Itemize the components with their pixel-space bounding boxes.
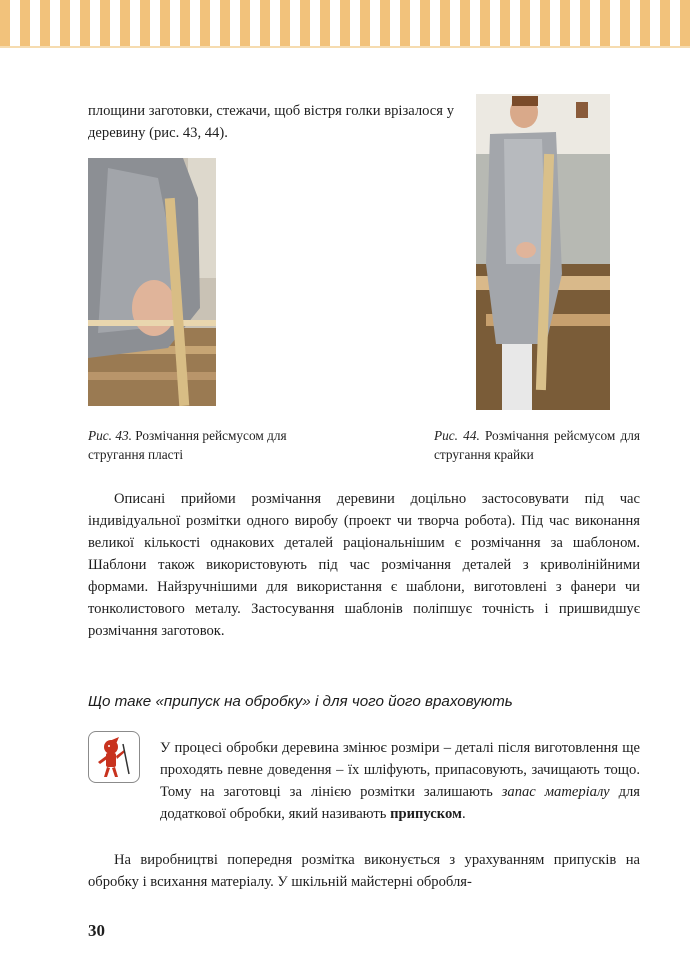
intro-paragraph: площини заготовки, стежачи, щоб вістря голки врізалося у деревину (рис. 43, 44). [88,103,454,141]
body-paragraph-templates: Описані прийоми розмічання деревини доцільно застосовувати під час індивідуальної розмітки одного виробу (проект чи творча робота). Під час виконання великої кількості однакових деталей раціональнішим є розмічання за шаблоном. Шаблони також використовують під час розмічання деталей з криволінійними формами. Найзручнішими для використання є шаблони, виготовлені з фанери чи тонколистового металу. Застосування шаблонів поліпшує точність і пришвидшує розмічання заготовок. [88,491,640,639]
figure-44-photo [476,94,610,410]
figure-43-caption [88,426,338,464]
figure-43-number: Рис. 43. [88,428,132,443]
allowance-text-part3: . [461,806,466,822]
figure-43-text: Розмічання рейсмусом для стругання пласті [88,428,287,462]
allowance-term: припуском [390,806,462,822]
body-paragraph-allowance [160,737,640,825]
stripe-border-edge [0,46,690,48]
material-reserve-emphasis: запас матеріалу [501,784,610,800]
body-paragraph-production: На виробництві попередня розмітка виконується з урахуванням припусків на обробку і всихання матеріалу. У шкільній майстерні обробля- [88,852,640,890]
decorative-stripe-border [0,0,690,46]
section-heading: Що таке «припуск на обробку» і для чого його враховують [88,693,513,710]
page-number: 30 [88,921,105,940]
allowance-text-part1: У процесі обробки деревина змінює розміри – деталі після виготовлення ще проходять певне доведення – їх шліфують, припасовують, зачищають тощо. Тому на заготовці за лінією розмітки залишають [160,740,640,800]
allowance-text-part2: для додаткової обробки, який називають [160,784,641,822]
figure-44-caption [434,426,640,464]
figure-43-photo [88,158,216,406]
figure-44-number: Рис. 44. [434,428,480,443]
figure-character-icon [88,731,140,783]
figure-44-text: Розмічання рейсмусом для стругання крайки [434,428,640,462]
